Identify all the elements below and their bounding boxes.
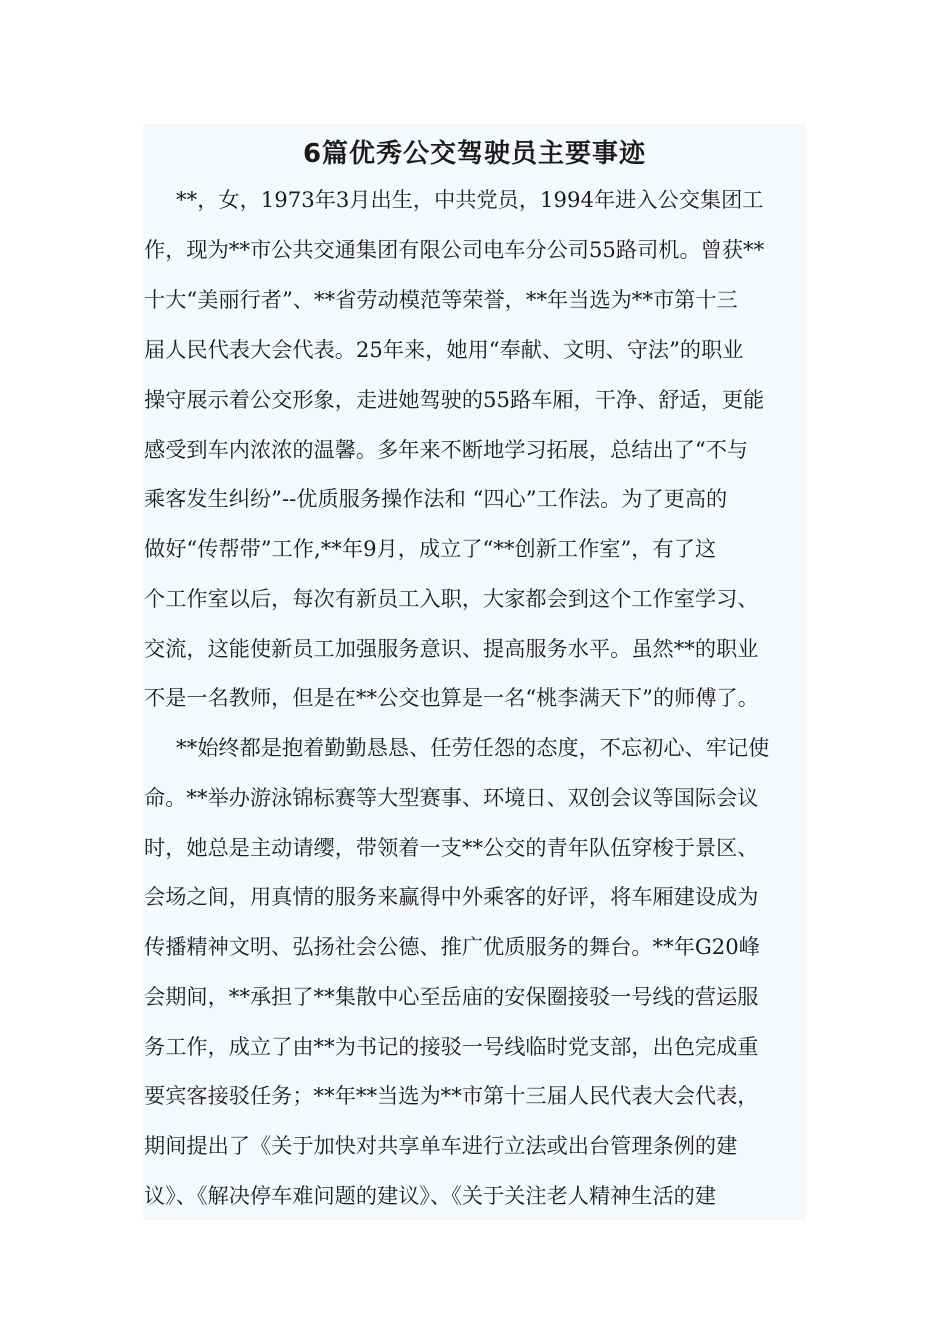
paragraph-line: 命。**举办游泳锦标赛等大型赛事、环境日、双创会议等国际会议 (144, 785, 759, 810)
paragraph-line: **始终都是抱着勤勤恳恳、任劳任怨的态度，不忘初心、牢记使 (176, 735, 770, 760)
paragraph-line: 届人民代表大会代表。25年来，她用“奉献、文明、守法”的职业 (144, 337, 744, 362)
paragraph-line: 十大“美丽行者”、**省劳动模范等荣誉，**年当选为**市第十三 (144, 287, 738, 312)
paragraph-line: 不是一名教师，但是在**公交也算是一名“桃李满天下”的师傅了。 (144, 685, 759, 710)
paragraph-line: 乘客发生纠纷”--优质服务操作法和 “四心”工作法。为了更高的 (144, 486, 728, 511)
paragraph-line: 传播精神文明、弘扬社会公德、推广优质服务的舞台。**年G20峰 (144, 934, 760, 959)
paragraph-line: 个工作室以后，每次有新员工入职，大家都会到这个工作室学习、 (144, 586, 759, 611)
paragraph-line: 操守展示着公交形象，走进她驾驶的55路车厢，干净、舒适，更能 (144, 387, 765, 412)
paragraph-line: 交流，这能使新员工加强服务意识、提高服务水平。虽然**的职业 (144, 636, 759, 661)
paragraph-line: 作，现为**市公共交通集团有限公司电车分公司55路司机。曾获** (144, 237, 765, 262)
paragraph-line: 务工作，成立了由**为书记的接驳一号线临时党支部，出色完成重 (144, 1034, 759, 1059)
paragraph-line: 时，她总是主动请缨，带领着一支**公交的青年队伍穿梭于景区、 (144, 835, 759, 860)
paragraph-line: **，女，1973年3月出生，中共党员，1994年进入公交集团工 (176, 187, 764, 212)
paragraph-line: 做好“传帮带”工作,**年9月，成立了“**创新工作室”，有了这 (144, 536, 717, 561)
paragraph-line: 期间提出了《关于加快对共享单车进行立法或出台管理条例的建 (144, 1133, 738, 1158)
paragraph-line: 议》、《解决停车难问题的建议》、《关于关注老人精神生活的建 (144, 1183, 717, 1208)
document-title: 6篇优秀公交驾驶员主要事迹 (302, 139, 647, 169)
paragraph-line: 会期间，**承担了**集散中心至岳庙的安保圈接驳一号线的营运服 (144, 984, 759, 1009)
paragraph-line: 感受到车内浓浓的温馨。多年来不断地学习拓展，总结出了“不与 (144, 437, 749, 462)
paragraph-line: 要宾客接驳任务；**年**当选为**市第十三届人民代表大会代表， (144, 1083, 759, 1108)
paragraph-line: 会场之间，用真情的服务来赢得中外乘客的好评，将车厢建设成为 (144, 884, 759, 909)
